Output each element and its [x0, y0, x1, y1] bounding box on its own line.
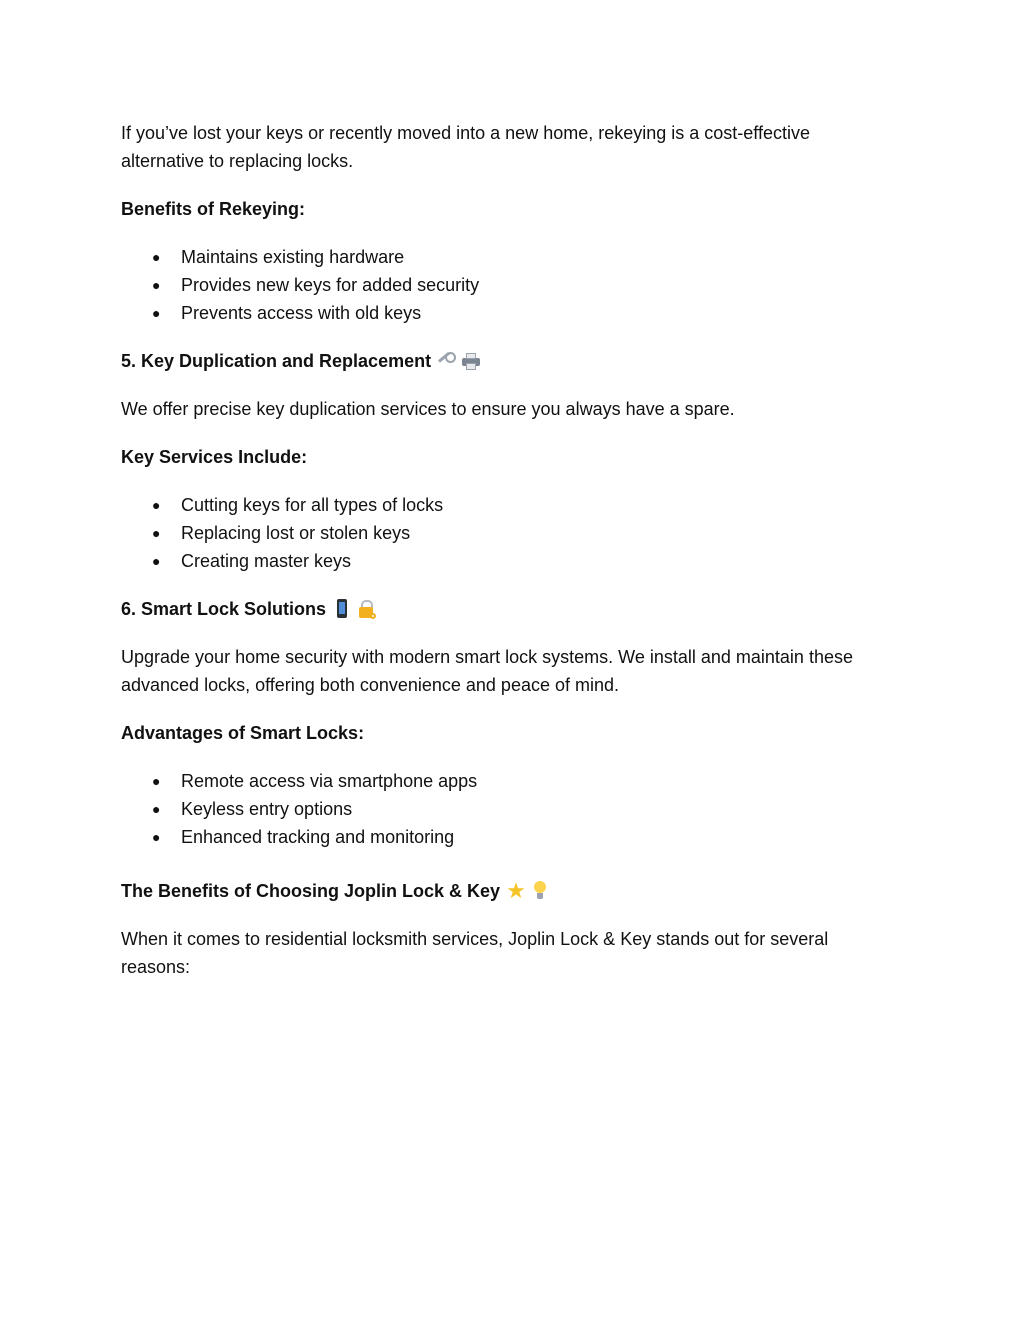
printer-icon — [461, 351, 481, 371]
benefits-paragraph: When it comes to residential locksmith services, Joplin Lock & Key stands out for several reasons: — [121, 929, 829, 977]
section6-heading: 6. Smart Lock Solutions — [121, 595, 891, 623]
bullet-icon: ● — [152, 277, 161, 293]
phone-icon — [332, 599, 352, 619]
section6-subheading: Advantages of Smart Locks: — [121, 723, 365, 743]
section6-paragraph: Upgrade your home security with modern smart lock systems. We install and maintain these advanced locks, offering both convenience and peace of mind. — [121, 647, 853, 695]
key-icon — [437, 351, 457, 371]
smart-lock-advantages-list — [121, 767, 891, 851]
bullet-icon: ● — [152, 801, 161, 817]
lock-with-key-icon — [356, 599, 376, 619]
bullet-icon: ● — [152, 497, 161, 513]
rekeying-benefits-list — [121, 243, 891, 327]
section5-paragraph: We offer precise key duplication services to ensure you always have a spare. — [121, 399, 735, 419]
list-item: ● Provides new keys for added security — [121, 271, 891, 299]
list-item: ● Replacing lost or stolen keys — [121, 519, 891, 547]
list-item: ● Keyless entry options — [121, 795, 891, 823]
star-icon: ★ — [506, 878, 526, 903]
bullet-icon: ● — [152, 773, 161, 789]
benefits-heading: The Benefits of Choosing Joplin Lock & Key ★ — [121, 877, 891, 905]
rekeying-benefits-heading: Benefits of Rekeying: — [121, 199, 306, 219]
key-services-list — [121, 491, 891, 575]
lightbulb-icon — [530, 881, 550, 901]
section5-subheading: Key Services Include: — [121, 447, 308, 467]
list-item: ● Prevents access with old keys — [121, 299, 891, 327]
bullet-icon: ● — [152, 249, 161, 265]
bullet-icon: ● — [152, 553, 161, 569]
bullet-icon: ● — [152, 829, 161, 845]
list-item: ● Maintains existing hardware — [121, 243, 891, 271]
list-item: ● Remote access via smartphone apps — [121, 767, 891, 795]
list-item: ● Enhanced tracking and monitoring — [121, 823, 891, 851]
list-item: ● Cutting keys for all types of locks — [121, 491, 891, 519]
list-item: ● Creating master keys — [121, 547, 891, 575]
section5-heading: 5. Key Duplication and Replacement — [121, 347, 891, 375]
bullet-icon: ● — [152, 305, 161, 321]
document-page — [121, 119, 891, 1001]
bullet-icon: ● — [152, 525, 161, 541]
intro-paragraph: If you’ve lost your keys or recently moved into a new home, rekeying is a cost-effective alternative to replacing locks. — [121, 123, 810, 171]
